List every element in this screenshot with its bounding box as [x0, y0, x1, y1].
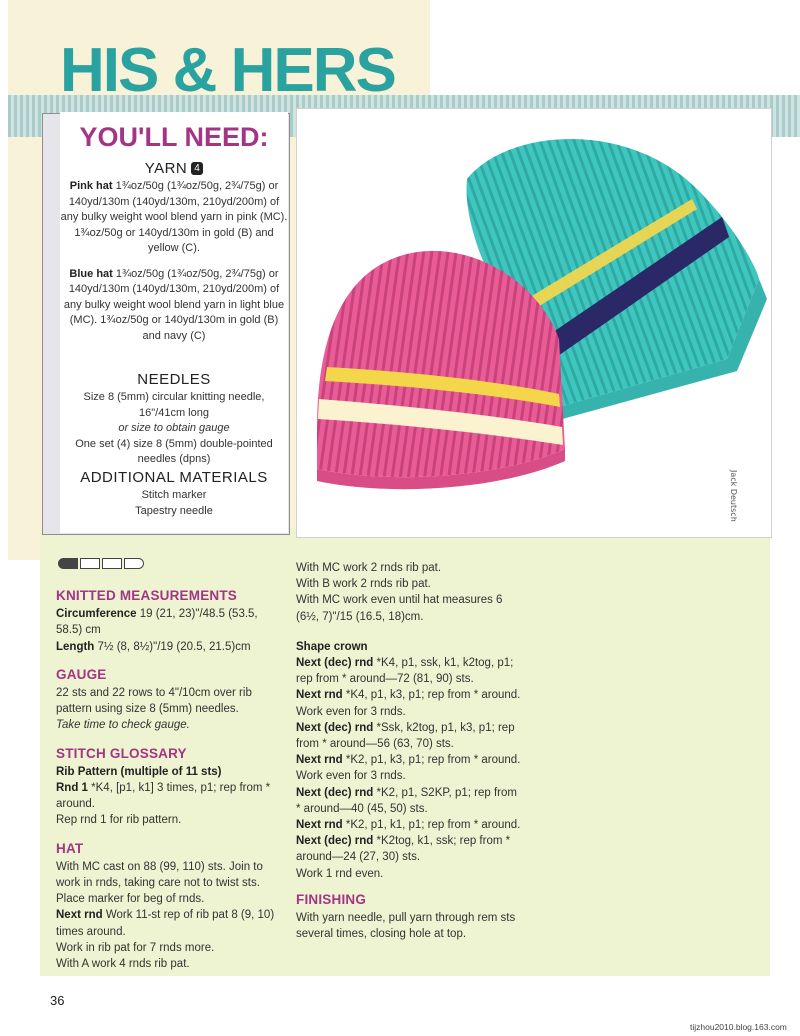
yarn-weight-badge: 4 — [191, 162, 203, 175]
crown-step — [296, 655, 524, 687]
skill-box-1 — [58, 558, 78, 569]
length-text: 7½ (8, 8½)"/19 (20.5, 21.5)cm — [94, 640, 251, 653]
crown-step — [296, 752, 524, 768]
needles-line-2: or size to obtain gauge — [118, 422, 230, 434]
crown-step-text: Work 1 rnd even. — [296, 867, 384, 880]
circumference-text: 19 (21, 23)"/48.5 (53.5, 58.5) cm — [56, 608, 258, 637]
length-line — [56, 639, 282, 655]
needles-section — [60, 371, 288, 468]
crown-step — [296, 687, 524, 703]
crown-step-label: Next (dec) rnd — [296, 786, 374, 799]
rep-text: Rep rnd 1 for rib pattern. — [56, 814, 182, 827]
next-rnd-label: Next rnd — [56, 909, 103, 922]
crown-step-label: Next rnd — [296, 689, 343, 702]
length-label: Length — [56, 640, 95, 653]
shape-crown-title: Shape crown — [296, 640, 368, 653]
crown-step — [296, 817, 524, 833]
next-rnd-text: Work 11-st rep of rib pat 8 (9, 10) times around. — [56, 909, 275, 938]
crown-step-text: *Ssk, k2tog, p1, k3, p1; rep from * around—56 (63, 70) sts. — [296, 721, 515, 751]
crown-step — [296, 833, 524, 865]
skill-level-indicator — [58, 558, 144, 569]
crown-step-text: *K2, p1, k1, p1; rep from * around. — [342, 819, 521, 832]
blue-hat-label: Blue hat — [69, 267, 113, 280]
crown-step-label: Next (dec) rnd — [296, 721, 374, 734]
crown-step — [296, 720, 524, 752]
pink-hat-text: 1¾oz/50g (1¾oz/50g, 2¾/75g) or 140yd/130m (140yd/130m, 210yd/200m) of any bulky weight wool blend yarn in pink (MC). 1¾oz/50g or 140yd/130m in gold (B) and yellow (C). — [60, 180, 288, 254]
yarn-heading: YARN — [144, 160, 188, 177]
crown-step-text: *K2tog, k1, ssk; rep from * around—24 (27, 30) sts. — [296, 835, 511, 864]
hat-text: With MC cast on 88 (99, 110) sts. Join to work in rnds, taking care not to twist sts. Place marker for beg of rnds. — [56, 860, 263, 906]
rnd1-text: *K4, [p1, k1] 3 times, p1; rep from * around. — [56, 782, 271, 811]
rnd1-label: Rnd 1 — [56, 782, 88, 795]
mc-2-rnds: With MC work 2 rnds rib pat. — [296, 562, 442, 574]
hat-heading: HAT — [56, 840, 84, 856]
page-title: HIS & HERS — [60, 36, 395, 105]
hats-illustration — [297, 109, 771, 537]
crown-step-text: Work even for 3 rnds. — [296, 770, 406, 783]
finishing-heading: FINISHING — [296, 891, 367, 907]
glossary-heading: STITCH GLOSSARY — [56, 745, 187, 761]
hats-photo — [296, 108, 772, 538]
crown-steps — [296, 655, 524, 882]
yarn-section — [60, 160, 288, 344]
circumference-line — [56, 606, 282, 638]
measurements-heading: KNITTED MEASUREMENTS — [56, 588, 238, 603]
crown-step — [296, 768, 524, 784]
blue-hat-text: 1¾oz/50g (1¾oz/50g, 2¾/75g) or 140yd/130m (140yd/130m, 210yd/200m) of any bulky weight wool blend yarn in light blue (MC). 1¾oz/50g or 140yd/130m in gold (B) and navy (C) — [63, 267, 285, 342]
materials-subheading: ADDITIONAL MATERIALS — [80, 469, 268, 486]
circumference-label: Circumference — [56, 608, 137, 621]
crown-step-text: *K4, p1, k3, p1; rep from * around. — [342, 689, 521, 702]
gauge-note: Take time to check gauge. — [56, 719, 190, 732]
b-2-rnds: With B work 2 rnds rib pat. — [296, 578, 431, 591]
mc-even: With MC work even until hat measures 6 (6½, 7)"/15 (16.5, 18)cm. — [296, 594, 503, 623]
skill-box-3 — [102, 558, 122, 569]
next-rnd-line — [56, 907, 282, 939]
crown-step — [296, 866, 524, 882]
skill-box-2 — [80, 558, 100, 569]
rib-pattern-heading — [56, 764, 282, 780]
pink-hat-label: Pink hat — [69, 180, 113, 192]
crown-step-label: Next rnd — [296, 754, 343, 767]
materials-heading: YOU'LL NEED: — [79, 122, 269, 152]
page-number: 36 — [50, 993, 65, 1008]
rib-pattern-title: Rib Pattern (multiple of 11 sts) — [56, 765, 222, 778]
pink-hat-yarn — [60, 179, 288, 257]
crown-step-text: Work even for 3 rnds. — [296, 705, 406, 718]
crown-step-text: *K2, p1, S2KP, p1; rep from * around—40 (45, 50) sts. — [296, 786, 517, 815]
crown-step — [296, 785, 524, 817]
blue-hat-yarn — [60, 267, 288, 345]
rnd1-line — [56, 780, 282, 812]
needles-line-1: Size 8 (5mm) circular knitting needle, 16"/41cm long — [83, 391, 265, 419]
right-column — [296, 560, 524, 942]
crown-step — [296, 704, 524, 720]
needles-heading: NEEDLES — [137, 371, 211, 388]
skill-box-4 — [124, 558, 144, 569]
shape-crown-heading — [296, 639, 524, 655]
crown-step-text: *K2, p1, k3, p1; rep from * around. — [342, 754, 521, 767]
watermark: tijzhou2010.blog.163.com — [690, 1022, 787, 1032]
gauge-text: 22 sts and 22 rows to 4"/10cm over rib pattern using size 8 (5mm) needles. — [56, 687, 252, 716]
hat-more-text: Work in rib pat for 7 rnds more. — [56, 941, 215, 954]
needles-line-3: One set (4) size 8 (5mm) double-pointed needles (dpns) — [75, 437, 273, 465]
crown-step-label: Next rnd — [296, 819, 343, 832]
crown-step-label: Next (dec) rnd — [296, 657, 374, 670]
left-column — [56, 588, 282, 972]
gauge-heading: GAUGE — [56, 666, 107, 682]
materials-line-1: Stitch marker — [141, 489, 207, 501]
photo-credit: Jack Deutsch — [729, 470, 738, 522]
hat-a-text: With A work 4 rnds rib pat. — [56, 958, 190, 971]
materials-section — [60, 469, 288, 519]
crown-step-label: Next (dec) rnd — [296, 835, 374, 848]
finishing-text: With yarn needle, pull yarn through rem sts several times, closing hole at top. — [296, 912, 516, 941]
materials-line-2: Tapestry needle — [135, 504, 213, 517]
crown-step-text: *K4, p1, ssk, k1, k2tog, p1; rep from * around—72 (81, 90) sts. — [296, 657, 514, 686]
